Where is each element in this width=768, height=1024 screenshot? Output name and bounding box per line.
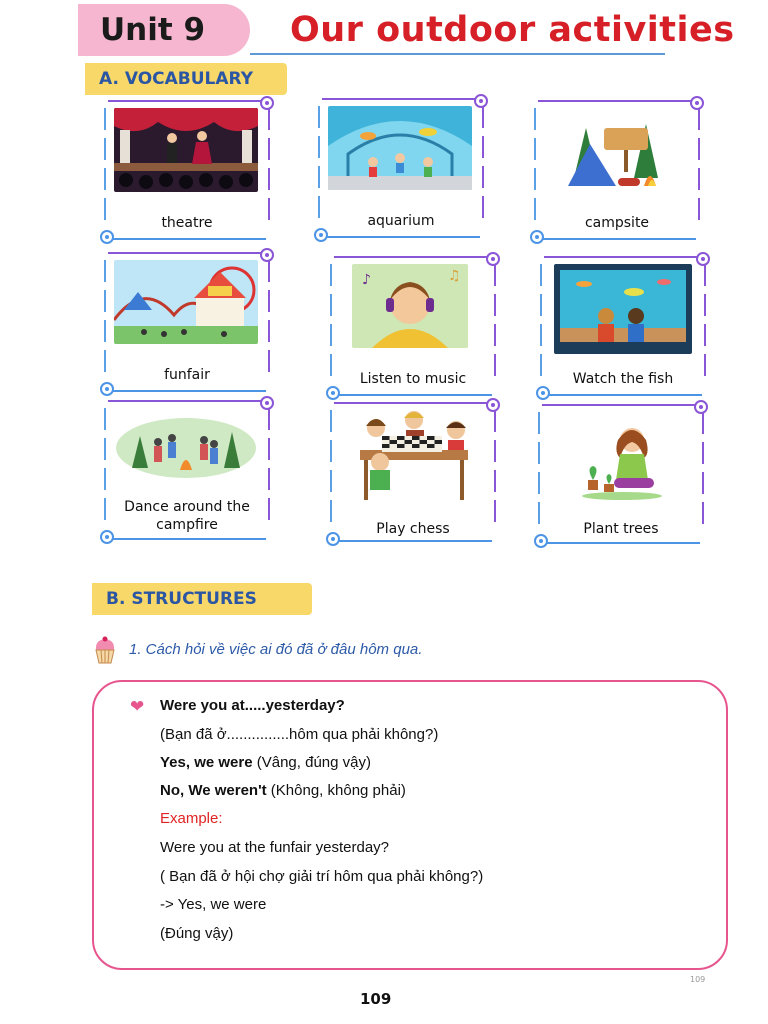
vocab-label: Listen to music xyxy=(359,371,467,387)
watch-the-fish-picture xyxy=(554,264,692,354)
vocab-label: Plant trees xyxy=(583,521,659,537)
structure-question-vi: (Bạn đã ở...............hôm qua phải không?) xyxy=(160,726,439,743)
listen-to-music-picture xyxy=(352,264,468,348)
vocab-label: aquarium xyxy=(367,213,435,229)
page-number: 109 xyxy=(360,990,392,1008)
vocab-label: Dance around the campfire xyxy=(124,499,250,533)
vocab-label: Play chess xyxy=(376,521,450,537)
example-answer: -> Yes, we were xyxy=(160,896,267,913)
title-underline xyxy=(250,53,665,55)
svg-text:♪: ♪ xyxy=(362,272,371,288)
vocab-label: Watch the fish xyxy=(572,371,674,387)
page-title: Our outdoor activities xyxy=(290,10,735,50)
structure-no: No, We weren't xyxy=(160,782,267,799)
vocab-label: funfair xyxy=(164,367,210,383)
vocab-card-plant-trees xyxy=(538,404,704,544)
cupcake-icon xyxy=(93,636,117,664)
structures-heading: B. STRUCTURES xyxy=(92,583,312,615)
campsite-picture xyxy=(544,108,688,192)
vocab-card-aquarium xyxy=(318,98,484,238)
example-question: Were you at the funfair yesterday? xyxy=(160,839,390,856)
vocab-label: campsite xyxy=(584,215,650,231)
vocab-card-listen-to-music xyxy=(330,256,496,396)
vocab-card-play-chess xyxy=(330,402,496,542)
vocab-card-funfair xyxy=(104,252,270,392)
dance-campfire-picture xyxy=(114,408,258,480)
structure-question: Were you at.....yesterday? xyxy=(160,697,345,714)
svg-text:♫: ♫ xyxy=(448,268,461,284)
heart-icon: ❤ xyxy=(130,697,145,717)
structure-yes: Yes, we were xyxy=(160,754,253,771)
example-question-vi: ( Bạn đã ở hội chợ giải trí hôm qua phải không?) xyxy=(160,868,484,885)
example-answer-vi: (Đúng vậy) xyxy=(160,925,234,942)
vocab-card-watch-the-fish xyxy=(540,256,706,396)
structure-question-title: 1. Cách hỏi về việc ai đó đã ở đâu hôm qua. xyxy=(129,641,423,658)
structure-no-vi: (Không, không phải) xyxy=(266,782,406,799)
aquarium-picture xyxy=(328,106,472,190)
vocab-card-theatre xyxy=(104,100,270,240)
structure-no-line xyxy=(160,782,406,799)
theatre-picture xyxy=(114,108,258,192)
structure-yes-vi: (Vâng, đúng vậy) xyxy=(252,754,371,771)
unit-number: Unit 9 xyxy=(100,12,206,48)
example-label: Example: xyxy=(160,810,223,827)
vocab-label: theatre xyxy=(161,215,213,231)
vocabulary-heading: A. VOCABULARY xyxy=(85,63,287,95)
vocab-card-campsite xyxy=(534,100,700,240)
structure-yes-line xyxy=(160,754,371,771)
funfair-picture xyxy=(114,260,258,344)
play-chess-picture xyxy=(352,406,476,502)
small-page-number: 109 xyxy=(690,975,706,984)
vocab-card-dance-around-the-campfire xyxy=(104,400,270,540)
plant-trees-picture xyxy=(574,418,670,508)
